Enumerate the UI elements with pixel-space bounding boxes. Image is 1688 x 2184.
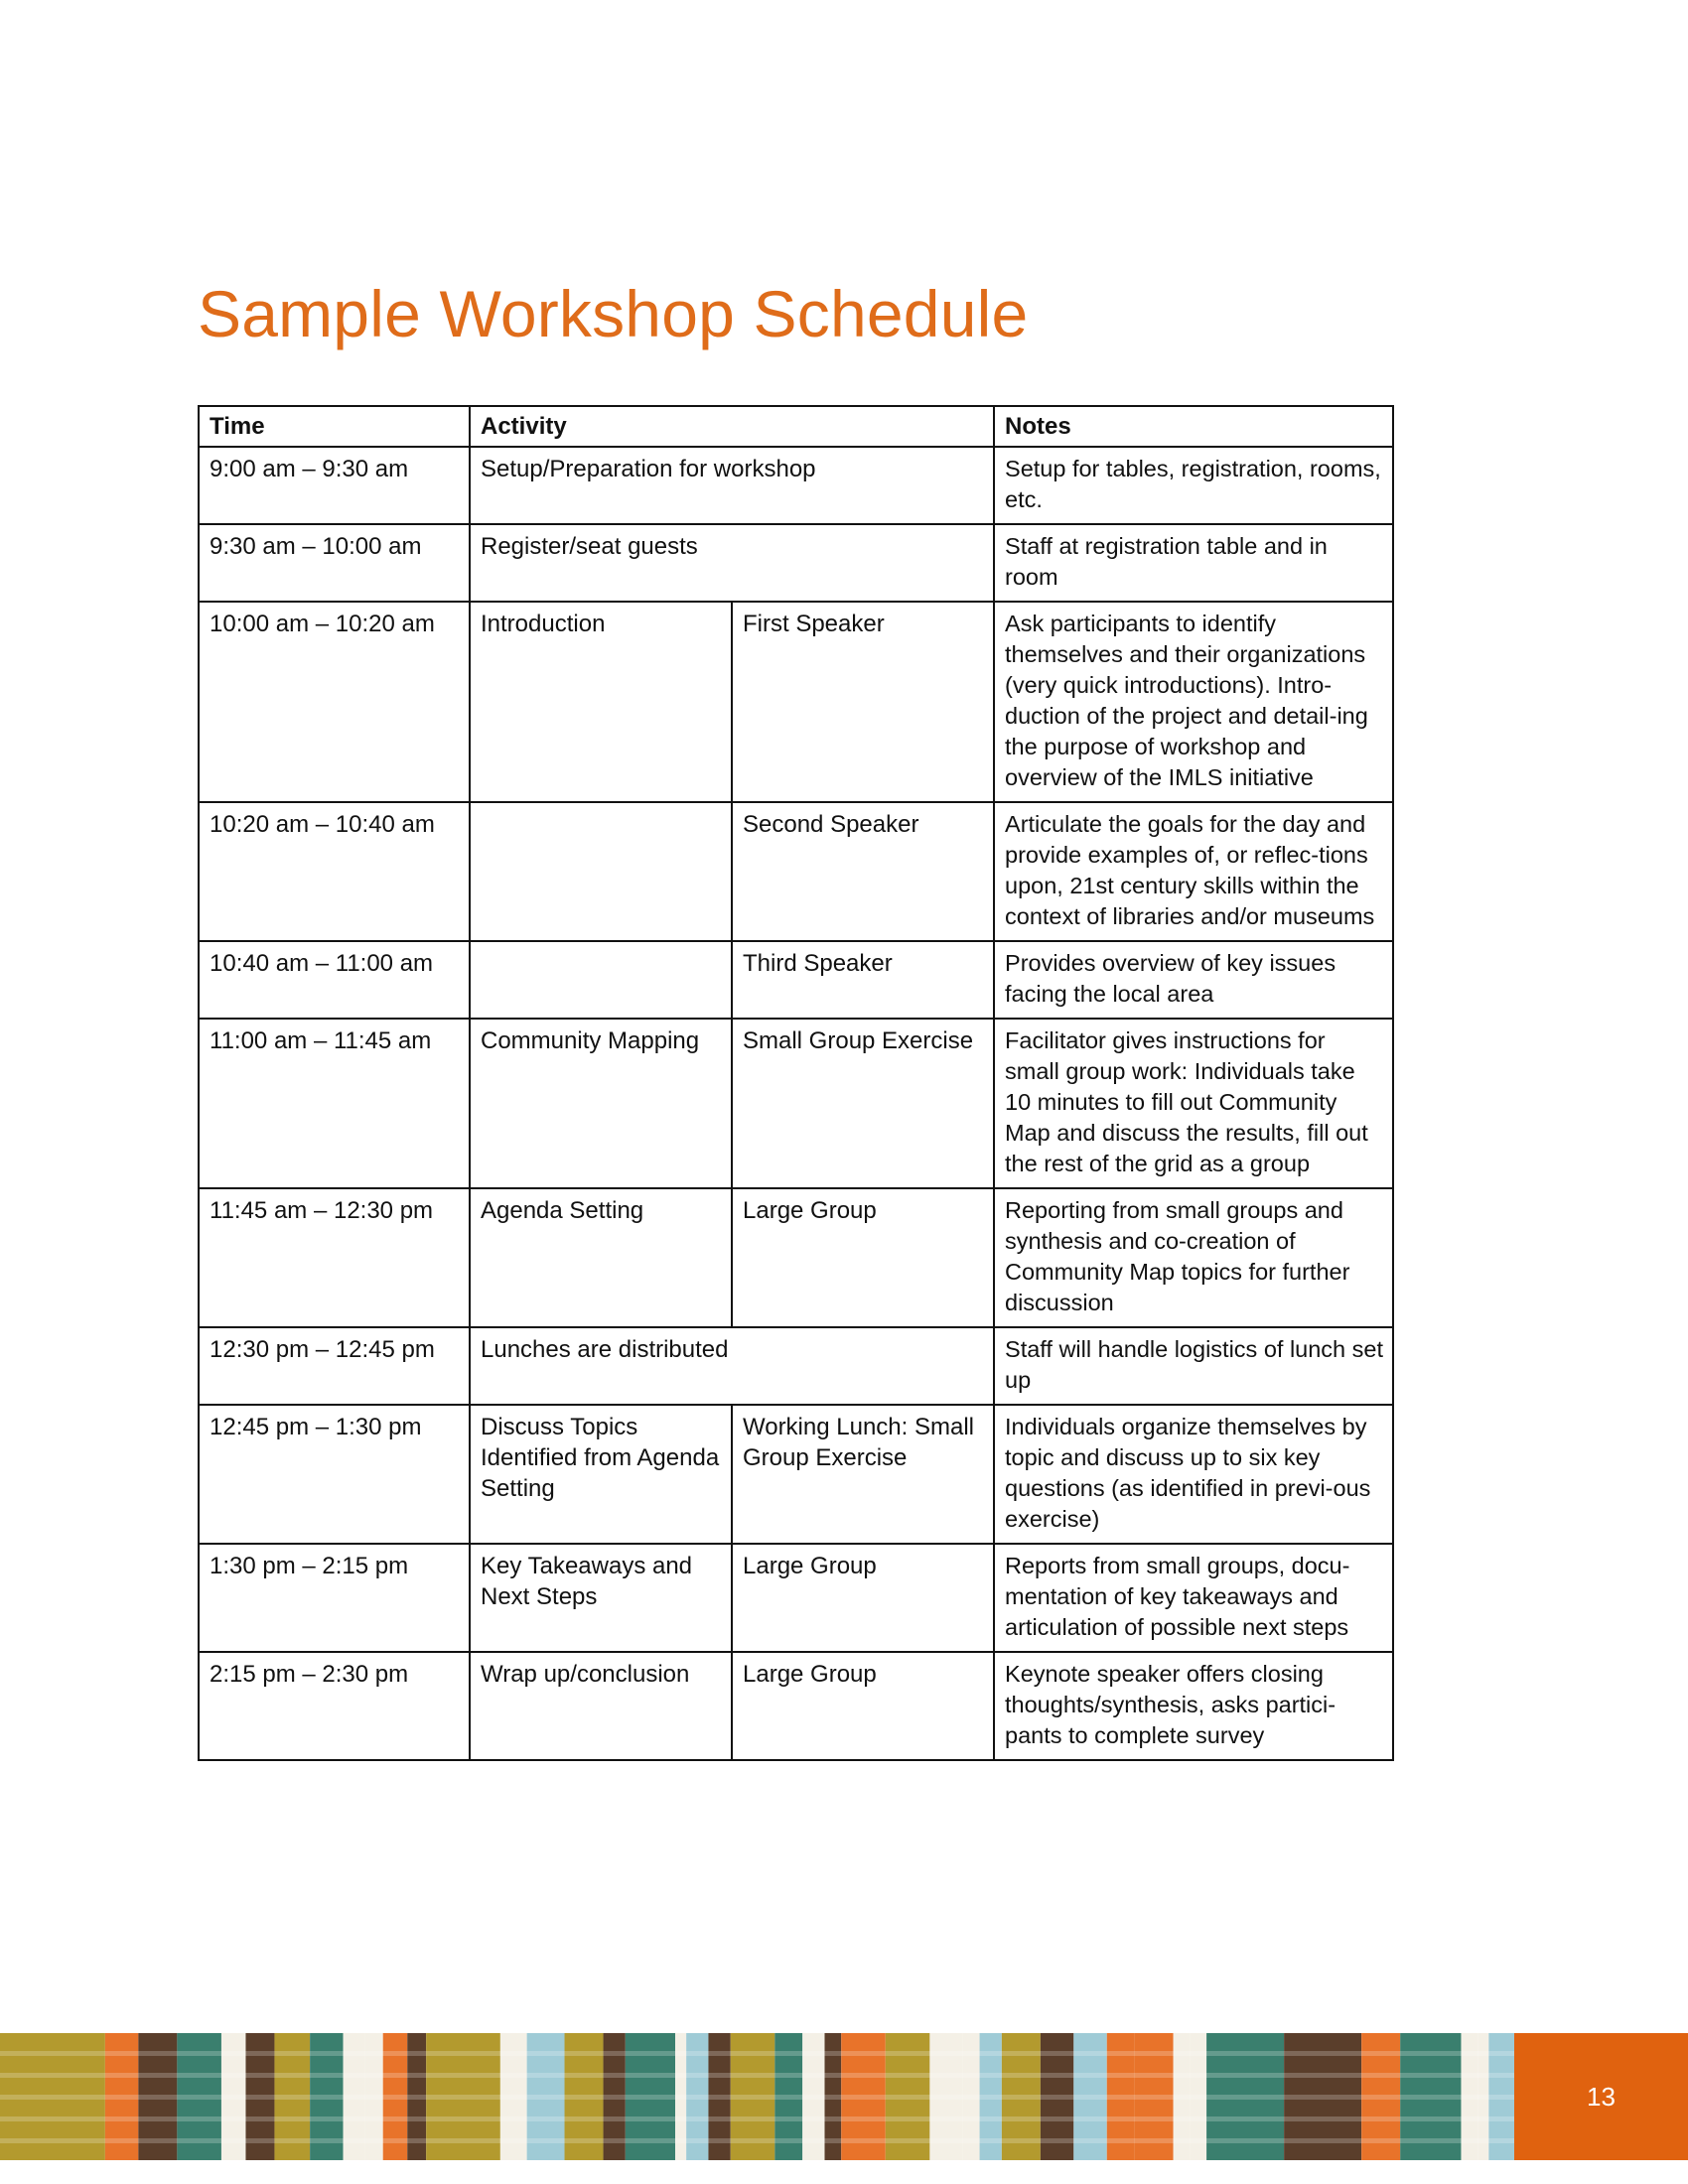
time-cell: 10:00 am – 10:20 am [199, 602, 470, 802]
activity-cell [470, 802, 732, 941]
table-row [199, 941, 1393, 1019]
weave-line [0, 2116, 1688, 2121]
detail-cell: Large Group [732, 1188, 994, 1327]
page-number: 13 [1587, 2081, 1616, 2112]
notes-cell: Setup for tables, registration, rooms, etc. [994, 447, 1393, 524]
activity-cell: Introduction [470, 602, 732, 802]
header-time: Time [199, 406, 470, 447]
table-row [199, 802, 1393, 941]
table-row [199, 524, 1393, 602]
schedule-table [198, 405, 1394, 1761]
detail-cell: First Speaker [732, 602, 994, 802]
detail-cell: Large Group [732, 1652, 994, 1760]
weave-line [0, 2051, 1688, 2056]
time-cell: 9:00 am – 9:30 am [199, 447, 470, 524]
decorative-stripe-band [0, 2033, 1688, 2160]
detail-cell: Large Group [732, 1544, 994, 1652]
time-cell: 12:30 pm – 12:45 pm [199, 1327, 470, 1405]
time-cell: 11:00 am – 11:45 am [199, 1019, 470, 1188]
time-cell: 12:45 pm – 1:30 pm [199, 1405, 470, 1544]
table-row [199, 1019, 1393, 1188]
table-row [199, 1327, 1393, 1405]
weave-line [0, 2095, 1688, 2100]
notes-cell: Provides overview of key issues facing the local area [994, 941, 1393, 1019]
weave-line [0, 2138, 1688, 2143]
time-cell: 10:20 am – 10:40 am [199, 802, 470, 941]
activity-cell: Lunches are distributed [470, 1327, 994, 1405]
detail-cell: Third Speaker [732, 941, 994, 1019]
activity-cell: Setup/Preparation for workshop [470, 447, 994, 524]
weave-line [0, 2073, 1688, 2078]
activity-cell: Wrap up/conclusion [470, 1652, 732, 1760]
notes-cell: Facilitator gives instructions for small group work: Individuals take 10 minutes to fill out Community Map and discuss the results, fill out the rest of the grid as a group [994, 1019, 1393, 1188]
activity-cell: Community Mapping [470, 1019, 732, 1188]
header-activity: Activity [470, 406, 994, 447]
notes-cell: Ask participants to identify themselves and their organizations (very quick introductions). Intro-duction of the project and detail-ing the purpose of workshop and overview of the IMLS initiative [994, 602, 1393, 802]
table-header-row [199, 406, 1393, 447]
header-notes: Notes [994, 406, 1393, 447]
table-row [199, 1652, 1393, 1760]
notes-cell: Keynote speaker offers closing thoughts/synthesis, asks partici-pants to complete survey [994, 1652, 1393, 1760]
notes-cell: Staff will handle logistics of lunch set up [994, 1327, 1393, 1405]
activity-cell: Discuss Topics Identified from Agenda Setting [470, 1405, 732, 1544]
table-row [199, 1188, 1393, 1327]
detail-cell: Second Speaker [732, 802, 994, 941]
detail-cell: Working Lunch: Small Group Exercise [732, 1405, 994, 1544]
notes-cell: Reporting from small groups and synthesis and co-creation of Community Map topics for further discussion [994, 1188, 1393, 1327]
detail-cell: Small Group Exercise [732, 1019, 994, 1188]
notes-cell: Reports from small groups, docu-mentation of key takeaways and articulation of possible next steps [994, 1544, 1393, 1652]
table-row [199, 602, 1393, 802]
time-cell: 9:30 am – 10:00 am [199, 524, 470, 602]
activity-cell: Key Takeaways and Next Steps [470, 1544, 732, 1652]
notes-cell: Articulate the goals for the day and provide examples of, or reflec-tions upon, 21st century skills within the context of libraries and/or museums [994, 802, 1393, 941]
notes-cell: Individuals organize themselves by topic and discuss up to six key questions (as identified in previ-ous exercise) [994, 1405, 1393, 1544]
activity-cell: Agenda Setting [470, 1188, 732, 1327]
table-row [199, 1544, 1393, 1652]
page-number-box [1514, 2033, 1688, 2160]
notes-cell: Staff at registration table and in room [994, 524, 1393, 602]
table-row [199, 447, 1393, 524]
time-cell: 11:45 am – 12:30 pm [199, 1188, 470, 1327]
activity-cell [470, 941, 732, 1019]
time-cell: 1:30 pm – 2:15 pm [199, 1544, 470, 1652]
time-cell: 10:40 am – 11:00 am [199, 941, 470, 1019]
page-title: Sample Workshop Schedule [198, 277, 1029, 350]
time-cell: 2:15 pm – 2:30 pm [199, 1652, 470, 1760]
activity-cell: Register/seat guests [470, 524, 994, 602]
table-row [199, 1405, 1393, 1544]
